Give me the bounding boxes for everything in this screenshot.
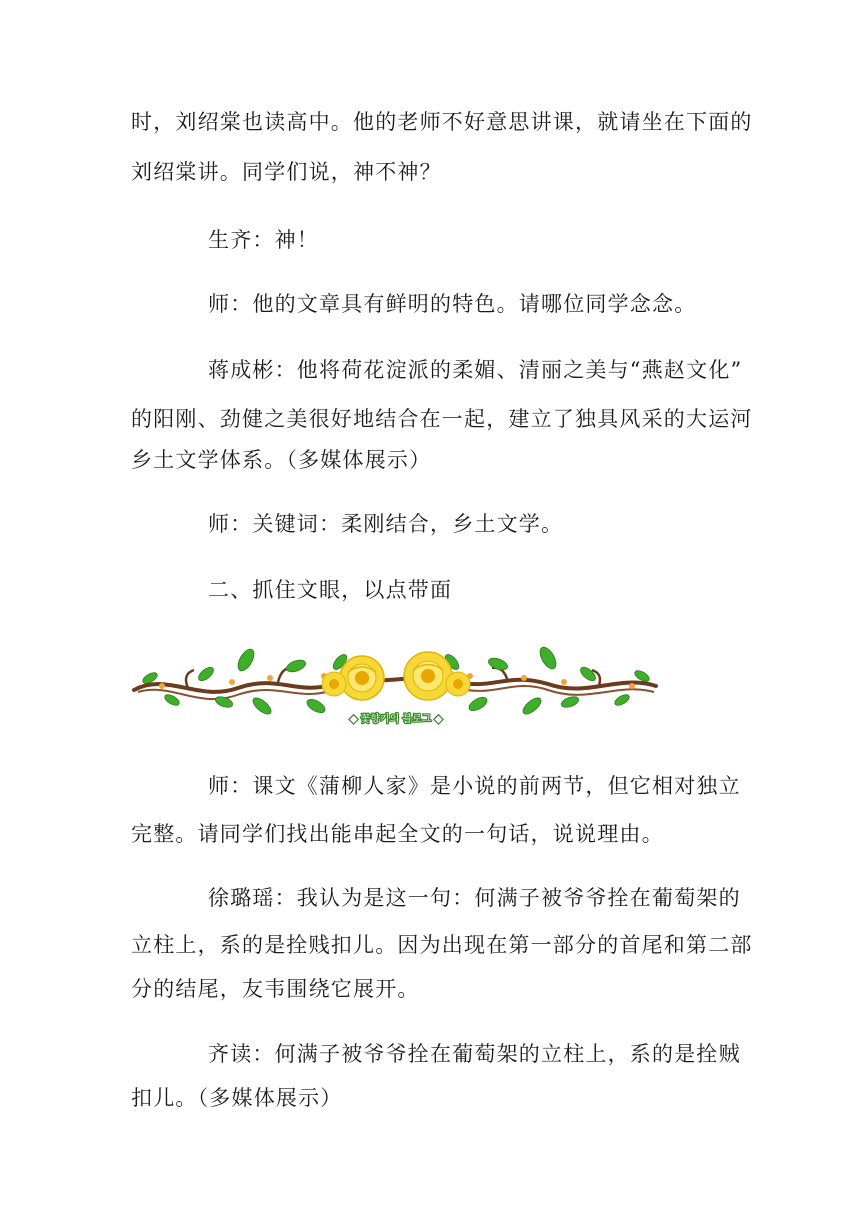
text-line: 刘绍棠讲。同学们说，神不神？ [131,160,442,184]
text-line: 蒋成彬：他将荷花淀派的柔媚、清丽之美与“燕赵文化” [208,358,743,382]
text-line: 乡土文学体系。（多媒体展示） [131,448,432,472]
text-line: 扣儿。（多媒体展示） [131,1086,343,1110]
text-line: 完整。请同学们找出能串起全文的一句话，说说理由。 [131,822,664,846]
text-line: 时，刘绍棠也读高中。他的老师不好意思讲课，就请坐在下面的 [131,110,753,134]
text-line: 生齐：神！ [208,228,319,252]
divider-caption: ◆ 꽃향기의 블로그 ◆ [349,714,443,725]
text-line: 师：关键词：柔刚结合，乡土文学。 [208,512,564,536]
text-line: 分的结尾，友韦围绕它展开。 [131,977,420,1001]
section-heading: 二、抓住文眼，以点带面 [208,578,453,602]
text-line: 师：他的文章具有鲜明的特色。请哪位同学念念。 [208,292,697,316]
rose-vine-divider-icon [128,632,664,732]
text-line: 齐读：何满子被爷爷拴在葡萄架的立柱上，系的是拴贼 [208,1042,741,1066]
text-line: 立柱上，系的是拴贱扣儿。因为出现在第一部分的首尾和第二部 [131,933,753,957]
text-line: 徐璐瑶：我认为是这一句：何满子被爷爷拴在葡萄架的 [208,886,741,910]
text-line: 师：课文《蒲柳人家》是小说的前两节，但它相对独立 [208,774,741,798]
text-line: 的阳刚、劲健之美很好地结合在一起，建立了独具风采的大运河 [131,407,753,431]
